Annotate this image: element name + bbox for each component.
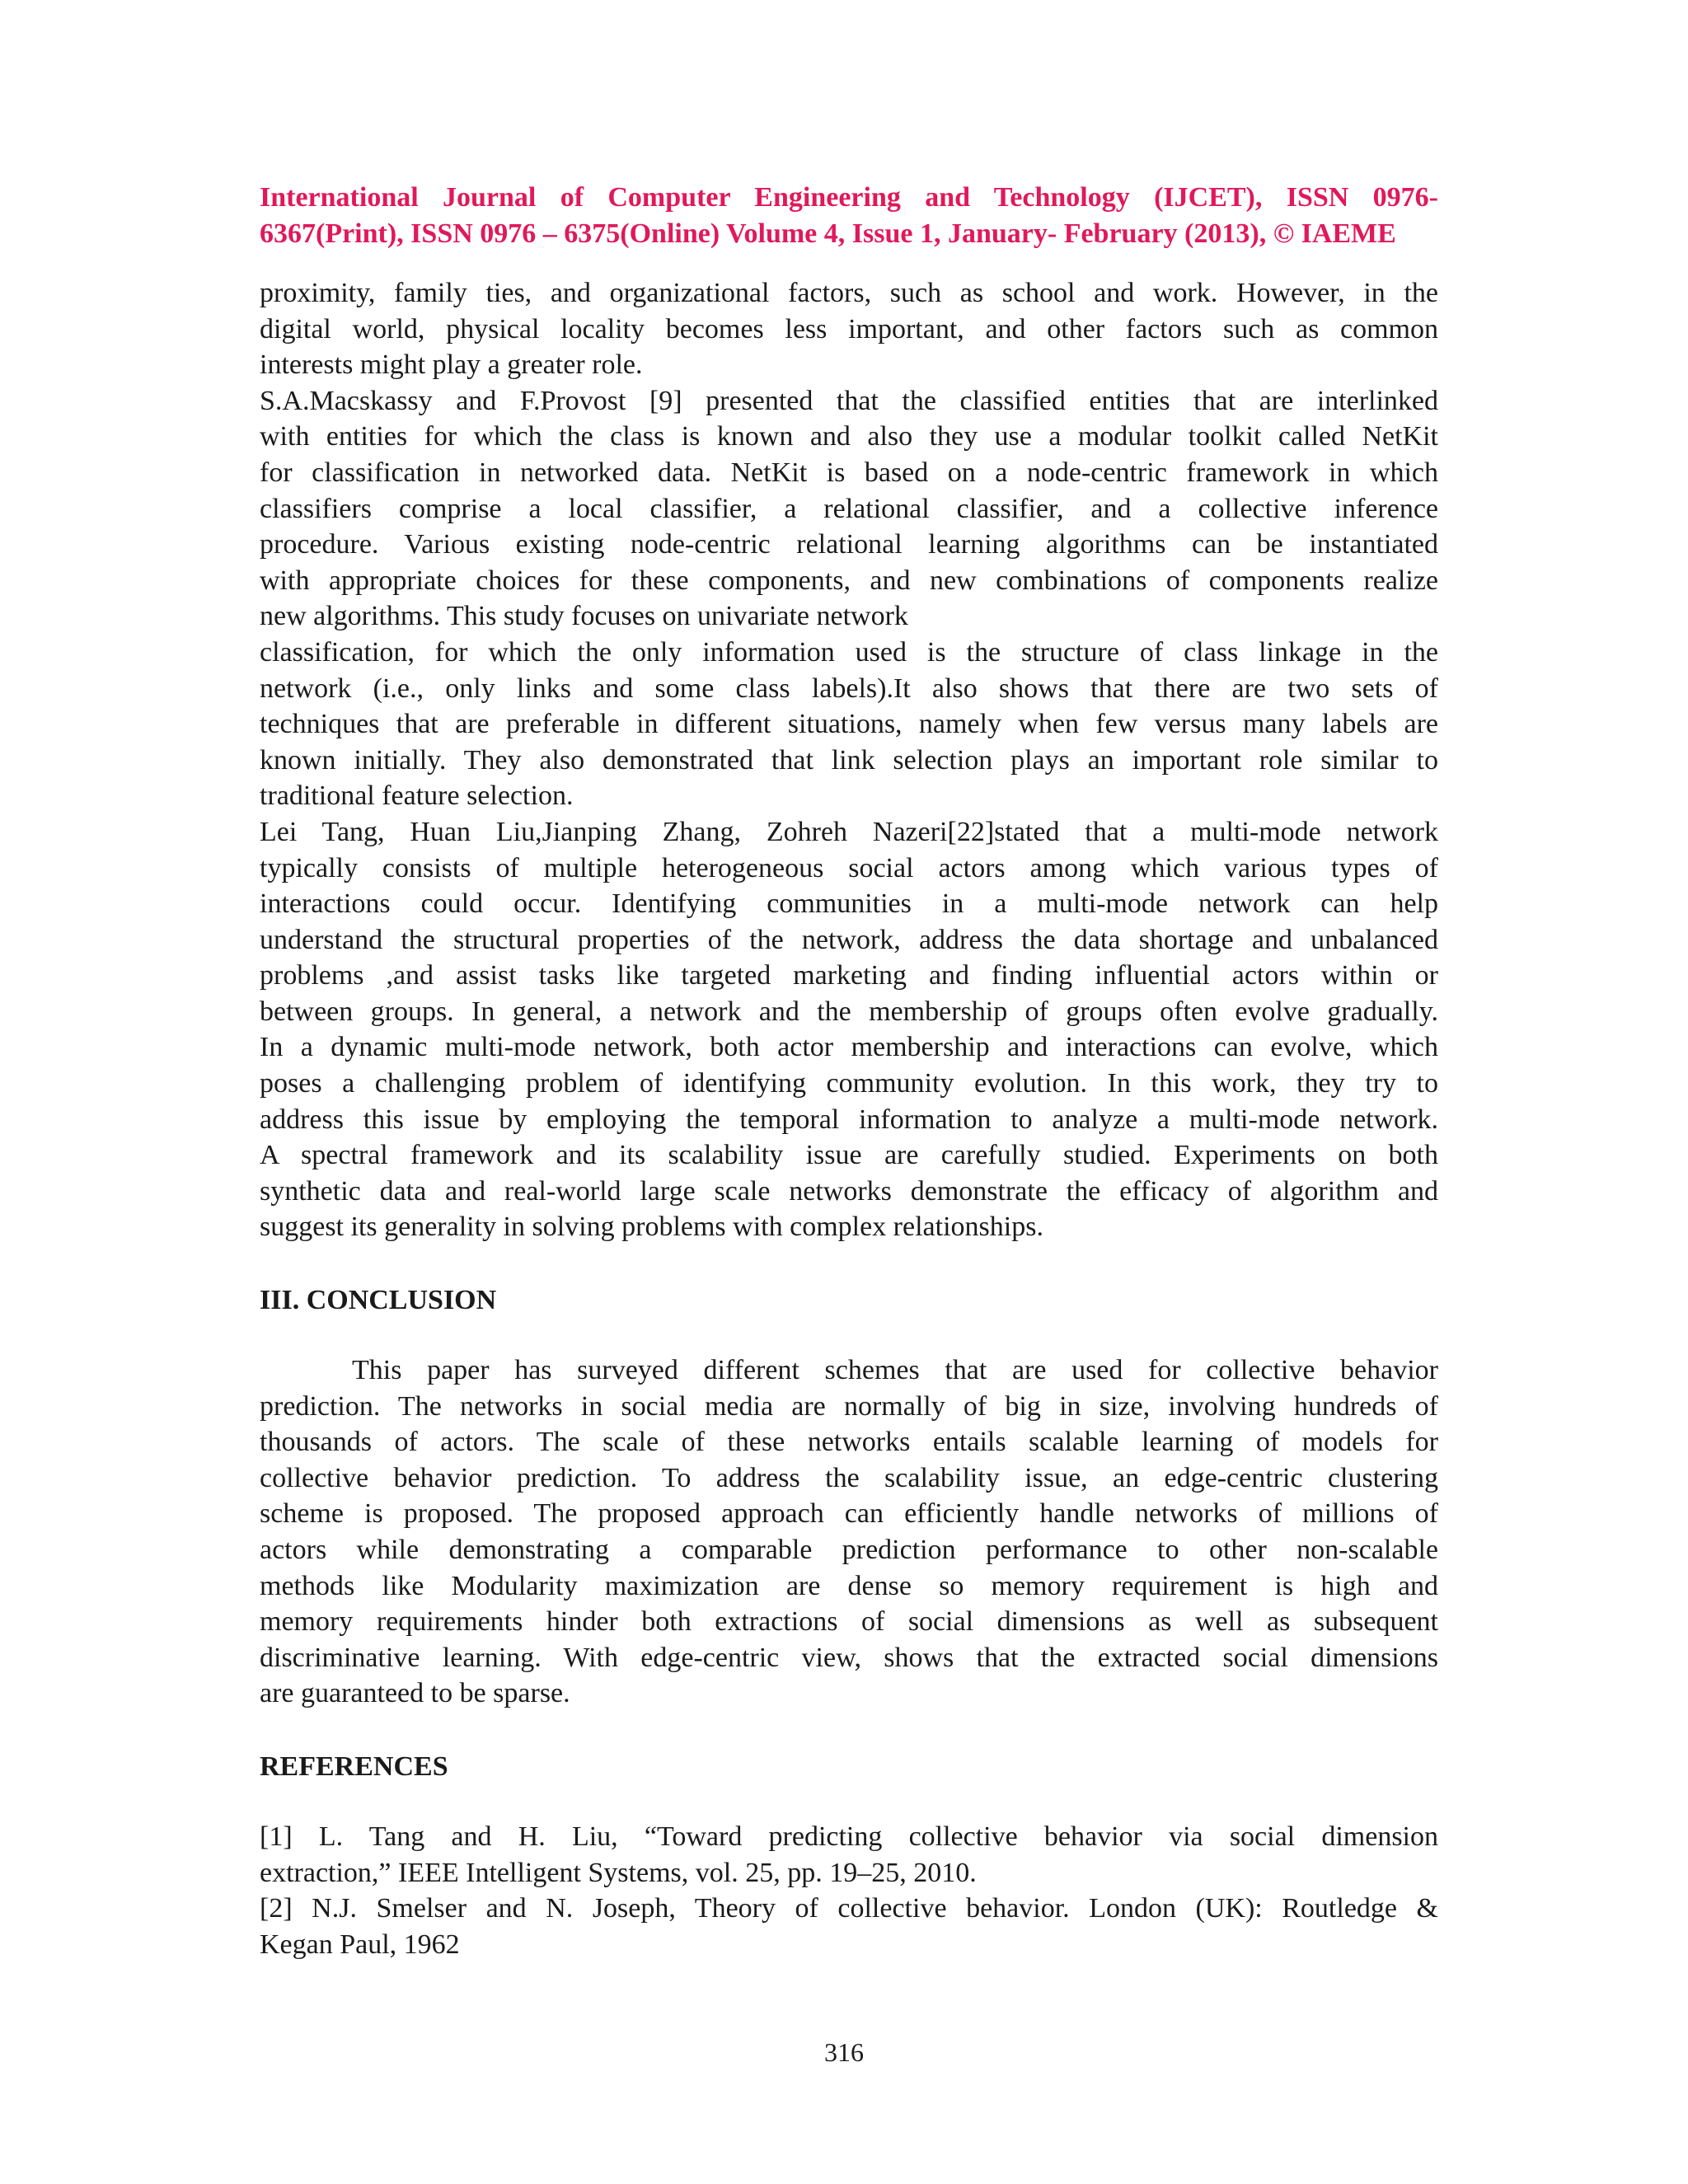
text-line: S.A.Macskassy and F.Provost [9] presented that the classified entities that are interlinked	[260, 385, 1438, 416]
text-line: Kegan Paul, 1962	[260, 1929, 460, 1960]
text-line: with appropriate choices for these components, and new combinations of components realize	[260, 565, 1438, 596]
text-line: collective behavior prediction. To address the scalability issue, an edge-centric clustering	[260, 1462, 1438, 1493]
text-line: between groups. In general, a network and the membership of groups often evolve gradually.	[260, 996, 1438, 1027]
text-line: interactions could occur. Identifying communities in a multi-mode network can help	[260, 888, 1438, 920]
text-line: [2] N.J. Smelser and N. Joseph, Theory of collective behavior. London (UK): Routledge &	[260, 1893, 1438, 1924]
section-heading-conclusion: III. CONCLUSION	[260, 1285, 497, 1316]
text-line: with entities for which the class is known and also they use a modular toolkit called NetKit	[260, 421, 1438, 452]
text-line: traditional feature selection.	[260, 780, 574, 812]
text-line: address this issue by employing the temporal information to analyze a multi-mode network.	[260, 1104, 1438, 1135]
reference-list	[260, 1819, 1438, 1962]
text-line: memory requirements hinder both extractions of social dimensions as well as subsequent	[260, 1606, 1438, 1638]
text-line: [1] L. Tang and H. Liu, “Toward predicting collective behavior via social dimension	[260, 1821, 1438, 1852]
reference-item-1	[260, 1819, 1438, 1891]
text-line: are guaranteed to be sparse.	[260, 1678, 570, 1709]
text-line: suggest its generality in solving problems with complex relationships.	[260, 1212, 1043, 1243]
paragraph-macskassy	[260, 383, 1438, 635]
journal-header-line-2: 6367(Print), ISSN 0976 – 6375(Online) Volume 4, Issue 1, January- February (2013), © IAEME	[260, 218, 1396, 249]
text-line: procedure. Various existing node-centric relational learning algorithms can be instantiated	[260, 529, 1438, 560]
paragraph-classification	[260, 635, 1438, 814]
text-line: synthetic data and real-world large scale networks demonstrate the efficacy of algorithm and	[260, 1175, 1438, 1207]
paragraph-conclusion	[260, 1352, 1438, 1712]
text-line: known initially. They also demonstrated that link selection plays an important role similar to	[260, 744, 1438, 776]
text-line: Lei Tang, Huan Liu,Jianping Zhang, Zohreh Nazeri[22]stated that a multi-mode network	[260, 816, 1438, 847]
text-line: for classification in networked data. NetKit is based on a node-centric framework in which	[260, 457, 1438, 488]
text-line: thousands of actors. The scale of these networks entails scalable learning of models for	[260, 1427, 1438, 1458]
text-line: In a dynamic multi-mode network, both actor membership and interactions can evolve, which	[260, 1032, 1438, 1063]
text-line: interests might play a greater role.	[260, 349, 643, 381]
paragraph-lei-tang	[260, 814, 1438, 1245]
text-line: typically consists of multiple heterogeneous social actors among which various types of	[260, 852, 1438, 883]
text-line: classifiers comprise a local classifier, a relational classifier, and a collective inference	[260, 493, 1438, 524]
text-line: scheme is proposed. The proposed approach can efficiently handle networks of millions of	[260, 1498, 1438, 1530]
text-line: classification, for which the only information used is the structure of class linkage in the	[260, 636, 1438, 668]
text-line: understand the structural properties of the network, address the data shortage and unbalanced	[260, 924, 1438, 955]
body-text	[260, 275, 1438, 1962]
text-line: network (i.e., only links and some class labels).It also shows that there are two sets of	[260, 673, 1438, 704]
text-line: methods like Modularity maximization are dense so memory requirement is high and	[260, 1570, 1438, 1601]
journal-header	[260, 180, 1438, 252]
text-line: This paper has surveyed different schemes that are used for collective behavior	[352, 1355, 1438, 1386]
text-line: discriminative learning. With edge-centric view, shows that the extracted social dimensions	[260, 1642, 1438, 1673]
paper-page	[260, 180, 1438, 1962]
text-line: actors while demonstrating a comparable prediction performance to other non-scalable	[260, 1535, 1438, 1565]
journal-header-line-1: International Journal of Computer Engineering and Technology (IJCET), ISSN 0976-	[260, 182, 1438, 213]
text-line: problems ,and assist tasks like targeted marketing and finding influential actors within or	[260, 960, 1438, 991]
text-line: techniques that are preferable in different situations, namely when few versus many labels are	[260, 709, 1438, 740]
text-line: extraction,” IEEE Intelligent Systems, vol. 25, pp. 19–25, 2010.	[260, 1857, 977, 1888]
paragraph-proximity	[260, 275, 1438, 383]
section-heading-references: REFERENCES	[260, 1750, 448, 1782]
page-number: 316	[824, 2037, 864, 2067]
text-line: A spectral framework and its scalability issue are carefully studied. Experiments on both	[260, 1140, 1438, 1171]
text-line: new algorithms. This study focuses on univariate network	[260, 601, 908, 632]
reference-item-2	[260, 1891, 1438, 1962]
text-line: poses a challenging problem of identifying community evolution. In this work, they try to	[260, 1068, 1438, 1099]
text-line: digital world, physical locality becomes less important, and other factors such as common	[260, 313, 1438, 344]
text-line: prediction. The networks in social media are normally of big in size, involving hundreds of	[260, 1390, 1438, 1422]
text-line: proximity, family ties, and organizational factors, such as school and work. However, in the	[260, 278, 1438, 308]
